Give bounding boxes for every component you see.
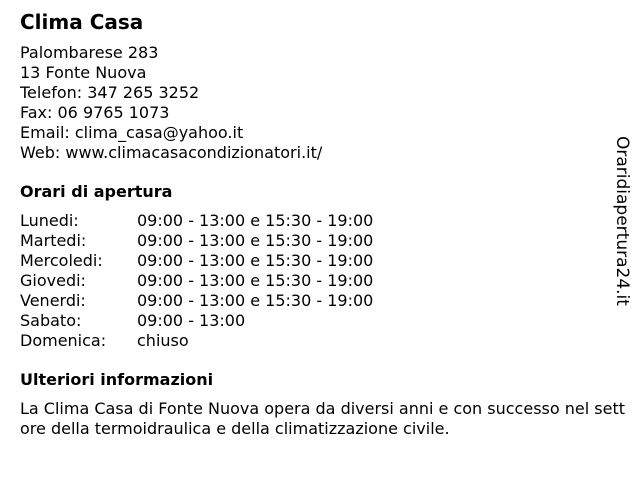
email-address: clima_casa@yahoo.it <box>74 123 244 142</box>
day-hours: 09:00 - 13:00 e 15:30 - 19:00 <box>137 231 374 250</box>
hours-row <box>20 331 632 351</box>
day-hours: 09:00 - 13:00 e 15:30 - 19:00 <box>137 251 374 270</box>
hours-row <box>20 251 632 271</box>
opening-hours-heading: Orari di apertura <box>20 182 173 201</box>
day-label: Sabato: <box>20 311 82 330</box>
address-street: Palombarese 283 <box>20 43 159 62</box>
hours-row <box>20 291 632 311</box>
day-label: Mercoledi: <box>20 251 103 270</box>
day-hours: 09:00 - 13:00 <box>137 311 246 330</box>
day-hours: 09:00 - 13:00 e 15:30 - 19:00 <box>137 271 374 290</box>
day-hours: 09:00 - 13:00 e 15:30 - 19:00 <box>137 211 374 230</box>
fax-number: 06 9765 1073 <box>57 103 170 122</box>
site-watermark: Oraridiapertura24.it <box>612 136 632 306</box>
business-name: Clima Casa <box>20 10 144 34</box>
web-address: www.climacasacondizionatori.it/ <box>65 143 323 162</box>
email-line <box>20 123 632 143</box>
day-hours: chiuso <box>137 331 189 350</box>
hours-row <box>20 311 632 331</box>
hours-row <box>20 271 632 291</box>
day-label: Giovedi: <box>20 271 86 290</box>
hours-row <box>20 211 632 231</box>
day-label: Lunedi: <box>20 211 79 230</box>
opening-hours-table <box>20 211 632 351</box>
additional-info-heading: Ulteriori informazioni <box>20 370 214 389</box>
phone-number: 347 265 3252 <box>87 83 200 102</box>
email-label: Email: <box>20 123 70 142</box>
phone-label: Telefon: <box>20 83 83 102</box>
phone-line <box>20 83 632 103</box>
business-description: La Clima Casa di Fonte Nuova opera da diversi anni e con successo nel settore della termoidraulica e della climatizzazione civile. <box>20 399 625 438</box>
day-hours: 09:00 - 13:00 e 15:30 - 19:00 <box>137 291 374 310</box>
day-label: Venerdi: <box>20 291 86 310</box>
business-card <box>20 10 632 439</box>
day-label: Martedi: <box>20 231 87 250</box>
web-line <box>20 143 632 163</box>
web-label: Web: <box>20 143 61 162</box>
address-city: 13 Fonte Nuova <box>20 63 147 82</box>
fax-line <box>20 103 632 123</box>
fax-label: Fax: <box>20 103 53 122</box>
hours-row <box>20 231 632 251</box>
day-label: Domenica: <box>20 331 107 350</box>
